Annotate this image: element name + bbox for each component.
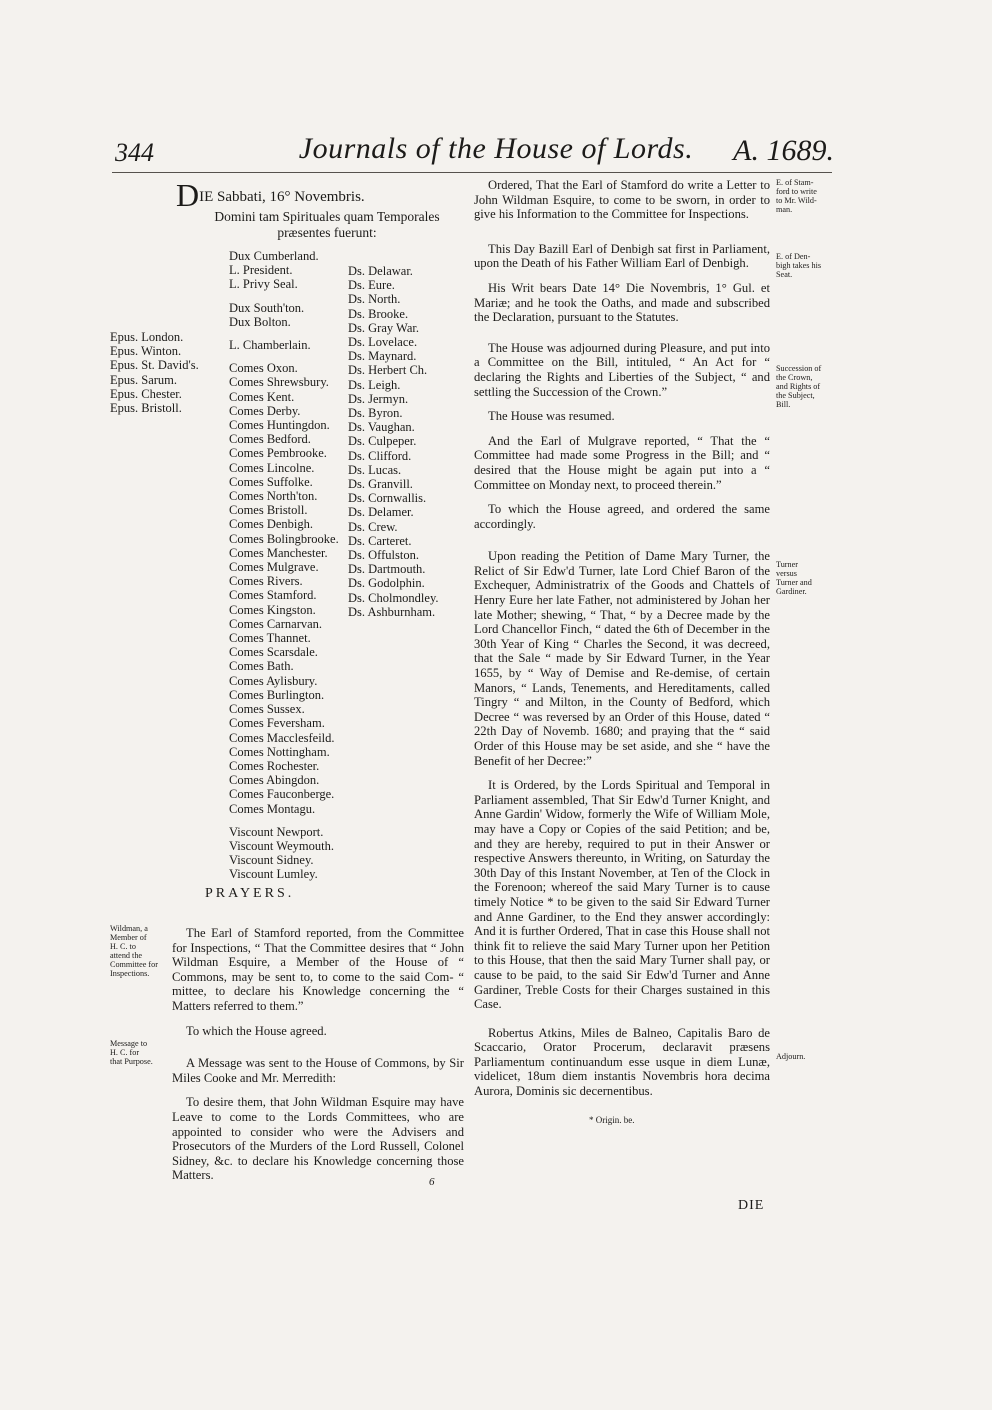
list-item: Adjourn.: [776, 1052, 806, 1061]
para-house-agreed: To which the House agreed.: [186, 1023, 327, 1038]
margin-note-adjourn: [776, 1052, 805, 1061]
list-item: Ds. Carteret.: [348, 533, 412, 548]
page-year: A. 1689.: [733, 134, 834, 167]
list-item: Viscount Sidney.: [229, 853, 314, 868]
list-item: Ds. Dartmouth.: [348, 562, 426, 577]
barons-list: [348, 264, 439, 619]
list-item: Comes Burlington.: [229, 687, 325, 702]
list-item: Ds. Culpeper.: [348, 434, 417, 449]
list-item: Comes Stamford.: [229, 588, 317, 603]
list-item: Ds. Herbert Ch.: [348, 363, 428, 378]
list-item: H. C. for: [110, 1048, 140, 1057]
para-petition: Upon reading the Petition of Dame Mary Turner, the Relict of Sir Edw'd Turner, late Lord Chief Baron of the Exchequer, Administratrix of the Goods and Chattels of Henry Eure her late Father, not administered by Johan her late Mother; shewing, “ That, “ by a Decree made by the Lord Chancellor Finch, “ dated the 6th of December in the 30th Year of King “ Charles the Second, it was decreed, that the Sale “ made by Sir Edward Turner, in the Year 1655, by “ Way of Demise and Re-demise, of certain Manors, “ Lands, Tenements, and Hereditaments, called Tingry “ and Milton, in the County of Bedford, which Decree “ was reversed by an Order of this House, dated “ 22th Day of Novemb. 1680; and praying that the “ said Order of this House may be set aside, and she “ have the Benefit of her Decree:”: [474, 549, 770, 768]
margin-note-message: [110, 1039, 153, 1066]
list-item: Ds. Gray War.: [348, 320, 419, 335]
list-item: to Mr. Wild-: [776, 196, 817, 205]
list-item: Bill.: [776, 400, 791, 409]
drop-initial: D: [176, 177, 200, 213]
list-item: Seat.: [776, 270, 793, 279]
list-item: bigh takes his: [776, 261, 822, 270]
viscounts-list: [229, 825, 339, 882]
list-item: Dux South'ton.: [229, 300, 305, 315]
prayers-heading: PRAYERS.: [205, 886, 295, 901]
list-item: Comes Macclesfeild.: [229, 730, 335, 745]
page-number: 344: [115, 138, 154, 167]
list-item: Ds. Ashburnham.: [348, 604, 436, 619]
list-item: L. Privy Seal.: [229, 277, 298, 292]
para-ordered-copies: It is Ordered, by the Lords Spiritual and Temporal in Parliament assembled, That Sir Edw'd Turner Knight, and Anne Gardin' Widow, formerly the Wife of William Mole, may have a Copy or Copies of the said Petition; and be, and they are hereby, required to put in their Answer or respective Answers thereunto, in Writing, on Saturday the 30th Day of this Instant November, at Ten of the Clock in the Forenoon; whereof the said Mary Turner is to cause timely Notice * to be given to the said Sir Edward Turner and Anne Gardiner, to the End they answer accordingly: And it is further Ordered, That in case this House shall not think fit to relieve the said Mary Turner upon her Petition to this House, that then the said Mary Turner shall pay, or cause to be paid, to the said Sir Edw'd Turner and Anne Gardiner, Treble Costs for their Charges sustained in this Case.: [474, 778, 770, 1012]
list-item: Turner and: [776, 578, 812, 587]
running-title: Journals of the House of Lords.: [298, 132, 694, 165]
list-item: Inspections.: [110, 969, 150, 978]
list-item: Viscount Lumley.: [229, 867, 318, 882]
list-item: Comes Bath.: [229, 659, 294, 674]
list-item: Ds. Lovelace.: [348, 335, 418, 350]
list-item: Dux Cumberland.: [229, 249, 319, 263]
list-item: Member of: [110, 933, 147, 942]
list-item: Comes Carnarvan.: [229, 616, 323, 631]
list-item: Ds. Godolphin.: [348, 576, 425, 591]
list-item: Comes Nottingham.: [229, 744, 330, 759]
list-item: Comes Scarsdale.: [229, 645, 318, 660]
list-item: Comes Kingston.: [229, 602, 316, 617]
list-item: Comes Rochester.: [229, 758, 320, 773]
footnote: * Origin. be.: [589, 1115, 635, 1125]
list-item: Message to: [110, 1039, 148, 1048]
temporal-group-2: [229, 301, 339, 329]
list-item: Viscount Newport.: [229, 824, 324, 839]
para-agreed-same: To which the House agreed, and ordered the same accordingly.: [474, 502, 770, 531]
para-desire: To desire them, that John Wildman Esquire may have Leave to come to the Lords Committees, who are appointed to consider who were the Advisers and Prosecutors of the Murders of the Lord Russell, Colonel Sidney, &c. to declare his Knowledge concerning those Matters.: [172, 1095, 464, 1183]
margin-note-wildman: [110, 924, 158, 978]
list-item: Dux Bolton.: [229, 314, 291, 329]
margin-note-succession: [776, 364, 821, 409]
signature-mark: 6: [429, 1176, 435, 1188]
right-body: [474, 178, 770, 1109]
list-item: Comes Bristoll.: [229, 503, 308, 518]
list-item: attend the: [110, 951, 143, 960]
list-item: Turner: [776, 560, 798, 569]
list-item: Comes Lincolne.: [229, 460, 315, 475]
para-mulgrave: And the Earl of Mulgrave reported, “ That the “ Committee had made some Progress in the Bill; and “ desired that the House might be again put into a “ Committee on Monday next, to proceed therein.”: [474, 433, 770, 492]
margin-note-stamford: [776, 178, 817, 214]
list-item: Ds. Vaughan.: [348, 420, 415, 435]
para-ordered-letter: Ordered, That the Earl of Stamford do write a Letter to John Wildman Esquire, to come to be sworn, in order to give his Information to the Committee for Inspections.: [474, 178, 770, 222]
list-item: and Rights of: [776, 382, 821, 391]
list-item: Comes Mulgrave.: [229, 560, 319, 575]
list-item: Committee for: [110, 960, 158, 969]
list-item: Comes Montagu.: [229, 801, 316, 816]
para-stamford-report: The Earl of Stamford reported, from the Committee for Inspections, “ That the Committee desires that “ John Wildman Esquire, a Member of the House of “ Commons, may be sent to, to come to the said Com- “ mittee, to declare his Knowledge concerning the “ Matters referred to them.”: [172, 926, 464, 1013]
temporal-group-1: [229, 249, 339, 292]
catchword: DIE: [738, 1198, 765, 1213]
list-item: versus: [776, 569, 797, 578]
list-item: Epus. Chester.: [110, 386, 182, 401]
list-item: L. Chamberlain.: [229, 338, 311, 353]
para-denbigh: This Day Bazill Earl of Denbigh sat first in Parliament, upon the Death of his Father William Earl of Denbigh.: [474, 241, 770, 271]
list-item: Ds. Crew.: [348, 519, 398, 534]
sitting-date-text: IE Sabbati, 16° Novembris.: [199, 189, 365, 205]
left-body: [172, 926, 464, 1193]
list-item: Ds. Brooke.: [348, 306, 409, 321]
header-rule: [112, 172, 832, 173]
list-item: Comes Derby.: [229, 403, 301, 418]
list-item: Ds. Eure.: [348, 278, 395, 293]
list-item: Comes Oxon.: [229, 361, 298, 376]
list-item: Comes Aylisbury.: [229, 673, 318, 688]
list-item: Comes Shrewsbury.: [229, 375, 329, 390]
list-item: Wildman, a: [110, 924, 148, 933]
list-item: Ds. Leigh.: [348, 377, 401, 392]
list-item: Ds. Granvill.: [348, 477, 413, 492]
list-item: Ds. Maynard.: [348, 349, 417, 364]
list-item: Ds. Delawar.: [348, 264, 413, 278]
temporal-lords-list: [229, 249, 339, 882]
list-item: Ds. Offulston.: [348, 548, 419, 563]
list-item: the Crown,: [776, 373, 813, 382]
list-item: man.: [776, 205, 793, 214]
list-item: Gardiner.: [776, 587, 807, 596]
list-item: Ds. Lucas.: [348, 462, 402, 477]
list-item: Comes Rivers.: [229, 574, 303, 589]
list-item: Comes Abingdon.: [229, 773, 320, 788]
list-item: Comes Thannet.: [229, 631, 311, 646]
list-item: Comes Kent.: [229, 389, 295, 404]
list-item: Comes Bedford.: [229, 432, 311, 447]
list-item: Ds. Jermyn.: [348, 391, 409, 406]
attendance-heading: Domini tam Spirituales quam Temporales præsentes fuerunt:: [214, 209, 440, 240]
list-item: Ds. Cholmondley.: [348, 590, 439, 605]
list-item: Ds. North.: [348, 292, 401, 307]
para-adjournment: Robertus Atkins, Miles de Balneo, Capitalis Baro de Scaccario, Orator Procerum, declaravit præsens Parliamentum continuandum esse usque in diem Lunæ, videlicet, 18um diem instantis Novembris hora decima Aurora, Dominis sic decernentibus.: [474, 1025, 770, 1099]
list-item: Comes Sussex.: [229, 702, 305, 717]
para-message: A Message was sent to the House of Commons, by Sir Miles Cooke and Mr. Merredith:: [172, 1056, 464, 1085]
list-item: L. President.: [229, 263, 293, 278]
list-item: Ds. Byron.: [348, 406, 403, 421]
list-item: Ds. Cornwallis.: [348, 491, 427, 506]
temporal-group-3: [229, 338, 339, 352]
list-item: ford to write: [776, 187, 817, 196]
margin-note-denbigh: [776, 252, 821, 279]
list-item: Comes Fauconberge.: [229, 787, 335, 802]
para-adjourned: The House was adjourned during Pleasure, and put into a Committee on the Bill, intituled, “ An Act for “ declaring the Rights and Liberties of the Subject, “ and settling the Succession of the Crown.”: [474, 340, 770, 399]
list-item: Comes Manchester.: [229, 545, 328, 560]
list-item: Viscount Weymouth.: [229, 838, 334, 853]
list-item: the Subject,: [776, 391, 815, 400]
list-item: that Purpose.: [110, 1057, 153, 1066]
list-item: E. of Den-: [776, 252, 811, 261]
para-resumed: The House was resumed.: [488, 409, 615, 424]
para-writ: His Writ bears Date 14° Die Novembris, 1° Gul. et Mariæ; and he took the Oaths, and made and subscribed the Declaration, pursuant to the Statutes.: [474, 280, 770, 325]
list-item: Comes Feversham.: [229, 716, 325, 731]
list-item: Comes Huntingdon.: [229, 418, 330, 433]
list-item: Comes Denbigh.: [229, 517, 314, 532]
list-item: Succession of: [776, 364, 822, 373]
list-item: Comes North'ton.: [229, 489, 318, 504]
list-item: Epus. St. David's.: [110, 358, 199, 373]
margin-note-turner: [776, 560, 812, 596]
list-item: E. of Stam-: [776, 178, 814, 187]
list-item: Ds. Clifford.: [348, 448, 412, 463]
list-item: H. C. to: [110, 942, 136, 951]
list-item: Comes Suffolke.: [229, 474, 313, 489]
earls-list: [229, 361, 339, 816]
list-item: Comes Pembrooke.: [229, 446, 327, 461]
bishops-list: [110, 330, 199, 415]
list-item: Epus. Bristoll.: [110, 401, 182, 416]
list-item: Epus. Winton.: [110, 344, 182, 359]
list-item: Comes Bolingbrooke.: [229, 531, 339, 546]
list-item: Ds. Delamer.: [348, 505, 414, 520]
list-item: Epus. Sarum.: [110, 372, 178, 387]
list-item: Epus. London.: [110, 330, 184, 344]
